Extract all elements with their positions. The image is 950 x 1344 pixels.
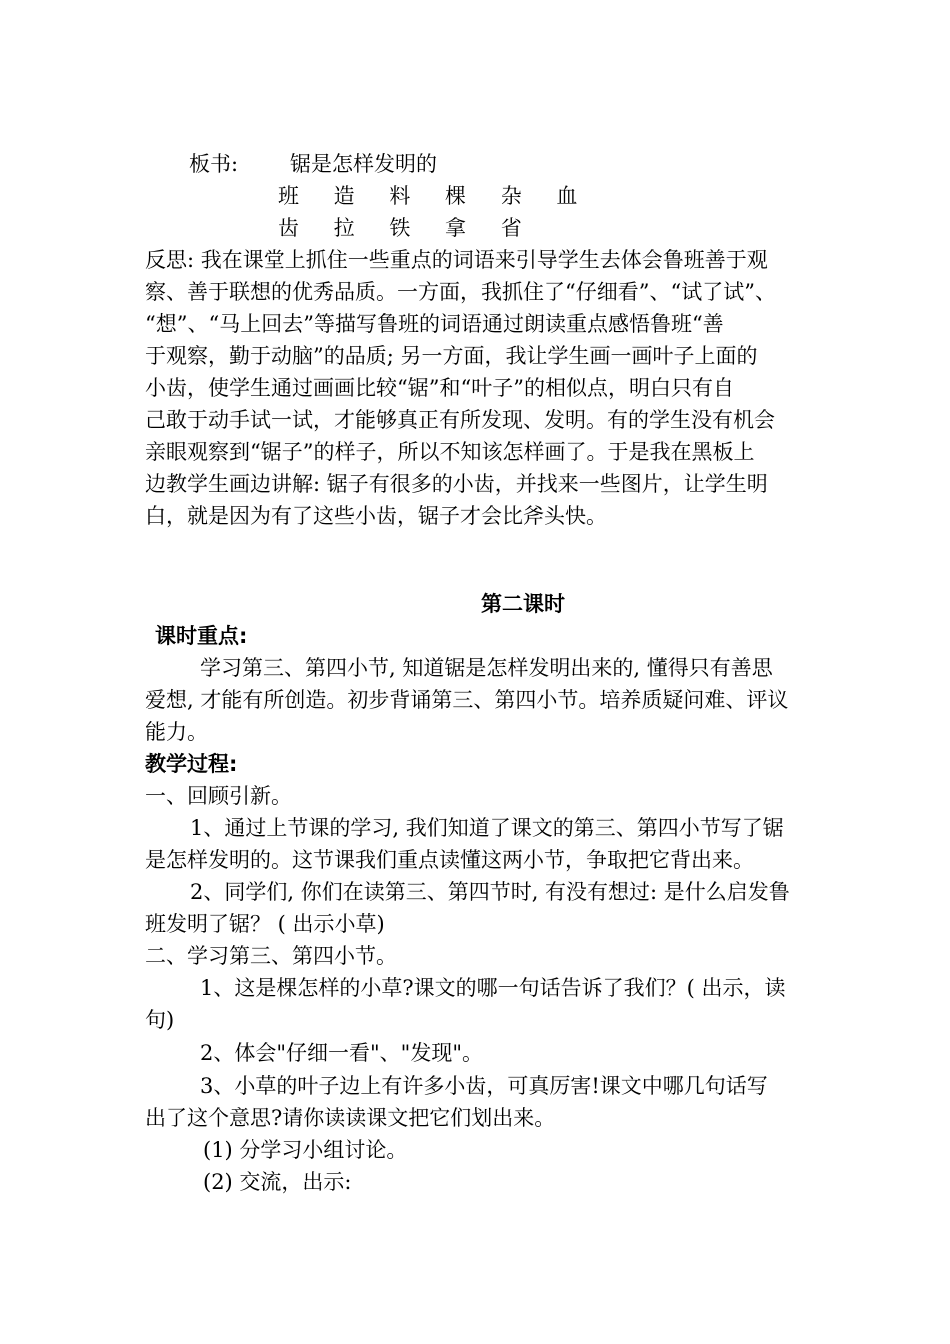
reflection-line: 边教学生画边讲解: 锯子有很多的小齿，并找来一些图片，让学生明 [145,472,768,496]
section-heading: 一、回顾引新。 [145,784,292,808]
board-title: 锯是怎样发明的 [290,152,437,176]
focus-line: 爱想, 才能有所创造。初步背诵第三、第四小节。培养质疑问难、评议 [145,688,789,712]
reflection-line: 察、善于联想的优秀品质。一方面，我抓住了“仔细看”、“试了试”、 [145,280,776,304]
reflection-line: 己敢于动手试一试，才能够真正有所发现、发明。有的学生没有机会 [145,408,775,432]
step-line: 2、体会"仔细一看"、"发现"。 [200,1041,483,1065]
step-line: 班发明了锯？ ( 出示小草) [145,912,385,936]
reflection-line: 亲眼观察到“锯子”的样子，所以不知该怎样画了。于是我在黑板上 [145,440,755,464]
focus-heading: 课时重点: [155,624,248,648]
step-line: 3、小草的叶子边上有许多小齿，可真厉害!课文中哪几句话写 [200,1074,768,1098]
board-chars-row1: 班 造 料 棵 杂 血 [278,184,592,208]
board-label: 板书: [189,152,239,176]
section-heading: 二、学习第三、第四小节。 [145,944,397,968]
reflection-line: 反思: 我在课堂上抓住一些重点的词语来引导学生去体会鲁班善于观 [145,248,768,272]
reflection-line: 白，就是因为有了这些小齿，锯子才会比斧头快。 [145,504,607,528]
focus-line: 学习第三、第四小节, 知道锯是怎样发明出来的, 懂得只有善思 [200,656,773,680]
board-chars-row2: 齿 拉 铁 拿 省 [278,216,536,240]
reflection-line: “想”、“马上回去”等描写鲁班的词语通过朗读重点感悟鲁班“善 [145,312,724,336]
step-line: 句) [145,1008,175,1032]
sub-step-line: (2) 交流，出示: [203,1170,352,1194]
step-line: 2、同学们, 你们在读第三、第四节时, 有没有想过: 是什么启发鲁 [190,880,790,904]
process-heading: 教学过程: [145,752,238,776]
reflection-line: 小齿，使学生通过画画比较“锯”和“叶子”的相似点，明白只有自 [145,376,734,400]
step-line: 1、这是棵怎样的小草?课文的哪一句话告诉了我们？( 出示，读 [200,976,786,1000]
step-line: 是怎样发明的。这节课我们重点读懂这两小节，争取把它背出来。 [145,848,754,872]
reflection-line: 于观察，勤于动脑”的品质; 另一方面，我让学生画一画叶子上面的 [145,344,758,368]
lesson-title: 第二课时 [481,592,565,616]
step-line: 出了这个意思?请你读读课文把它们划出来。 [145,1106,556,1130]
sub-step-line: (1) 分学习小组讨论。 [203,1138,408,1162]
focus-line: 能力。 [145,720,208,744]
step-line: 1、通过上节课的学习, 我们知道了课文的第三、第四小节写了锯 [190,816,784,840]
